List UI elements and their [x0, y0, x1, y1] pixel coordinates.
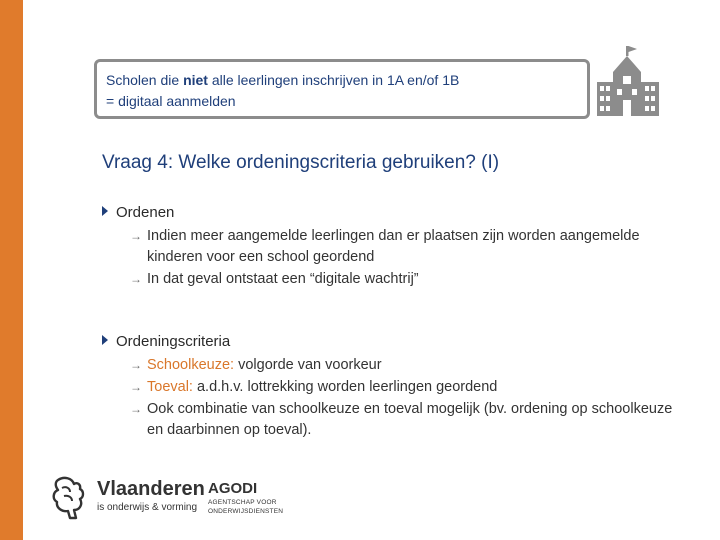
school-building-icon — [597, 44, 659, 116]
vlaanderen-logo-tagline: is onderwijs & vorming — [97, 502, 198, 513]
triangle-bullet-icon — [102, 206, 108, 216]
arrow-icon: → — [130, 229, 142, 243]
bullet-ordeningscriteria — [102, 333, 230, 350]
topic-banner — [94, 59, 590, 119]
arrow-icon: → — [130, 380, 142, 394]
criterion-term: Toeval: — [147, 379, 193, 395]
arrow-icon: → — [130, 402, 142, 416]
arrow-icon: → — [130, 272, 142, 286]
criterion-term: Schoolkeuze: — [147, 357, 235, 373]
vlaanderen-lion-icon — [50, 474, 90, 520]
agodi-logo-name: AGODI — [208, 480, 258, 497]
banner-line-2: = digitaal aanmelden — [106, 93, 236, 109]
vlaanderen-logo-name: Vlaanderen — [97, 478, 205, 500]
arrow-icon: → — [130, 358, 142, 372]
slide-title: Vraag 4: Welke ordeningscriteria gebruiken? (I) — [102, 152, 500, 173]
sub-item: → In dat geval ontstaat een “digitale wachtrij” — [130, 269, 690, 290]
triangle-bullet-icon — [102, 335, 108, 345]
sub-item: → Schoolkeuze: volgorde van voorkeur — [130, 355, 690, 376]
sub-item: → Ook combinatie van schoolkeuze en toeval mogelijk (bv. ordening op schoolkeuze en daarbinnen op toeval). — [130, 401, 673, 438]
banner-line-1: Scholen die niet alle leerlingen inschrijven in 1A en/of 1B — [106, 72, 460, 88]
sub-item: → Indien meer aangemelde leerlingen dan er plaatsen zijn worden aangemelde kinderen voor een school geordend — [130, 228, 640, 265]
bullet-heading: Ordenen — [116, 204, 175, 221]
bullet-ordenen — [102, 204, 174, 221]
sub-item: → Toeval: a.d.h.v. lottrekking worden leerlingen geordend — [130, 377, 690, 398]
orange-side-bar — [0, 0, 23, 540]
agodi-logo-tagline: AGENTSCHAP VOOR ONDERWIJSDIENSTEN — [208, 499, 284, 515]
bullet-heading: Ordeningscriteria — [116, 333, 231, 350]
